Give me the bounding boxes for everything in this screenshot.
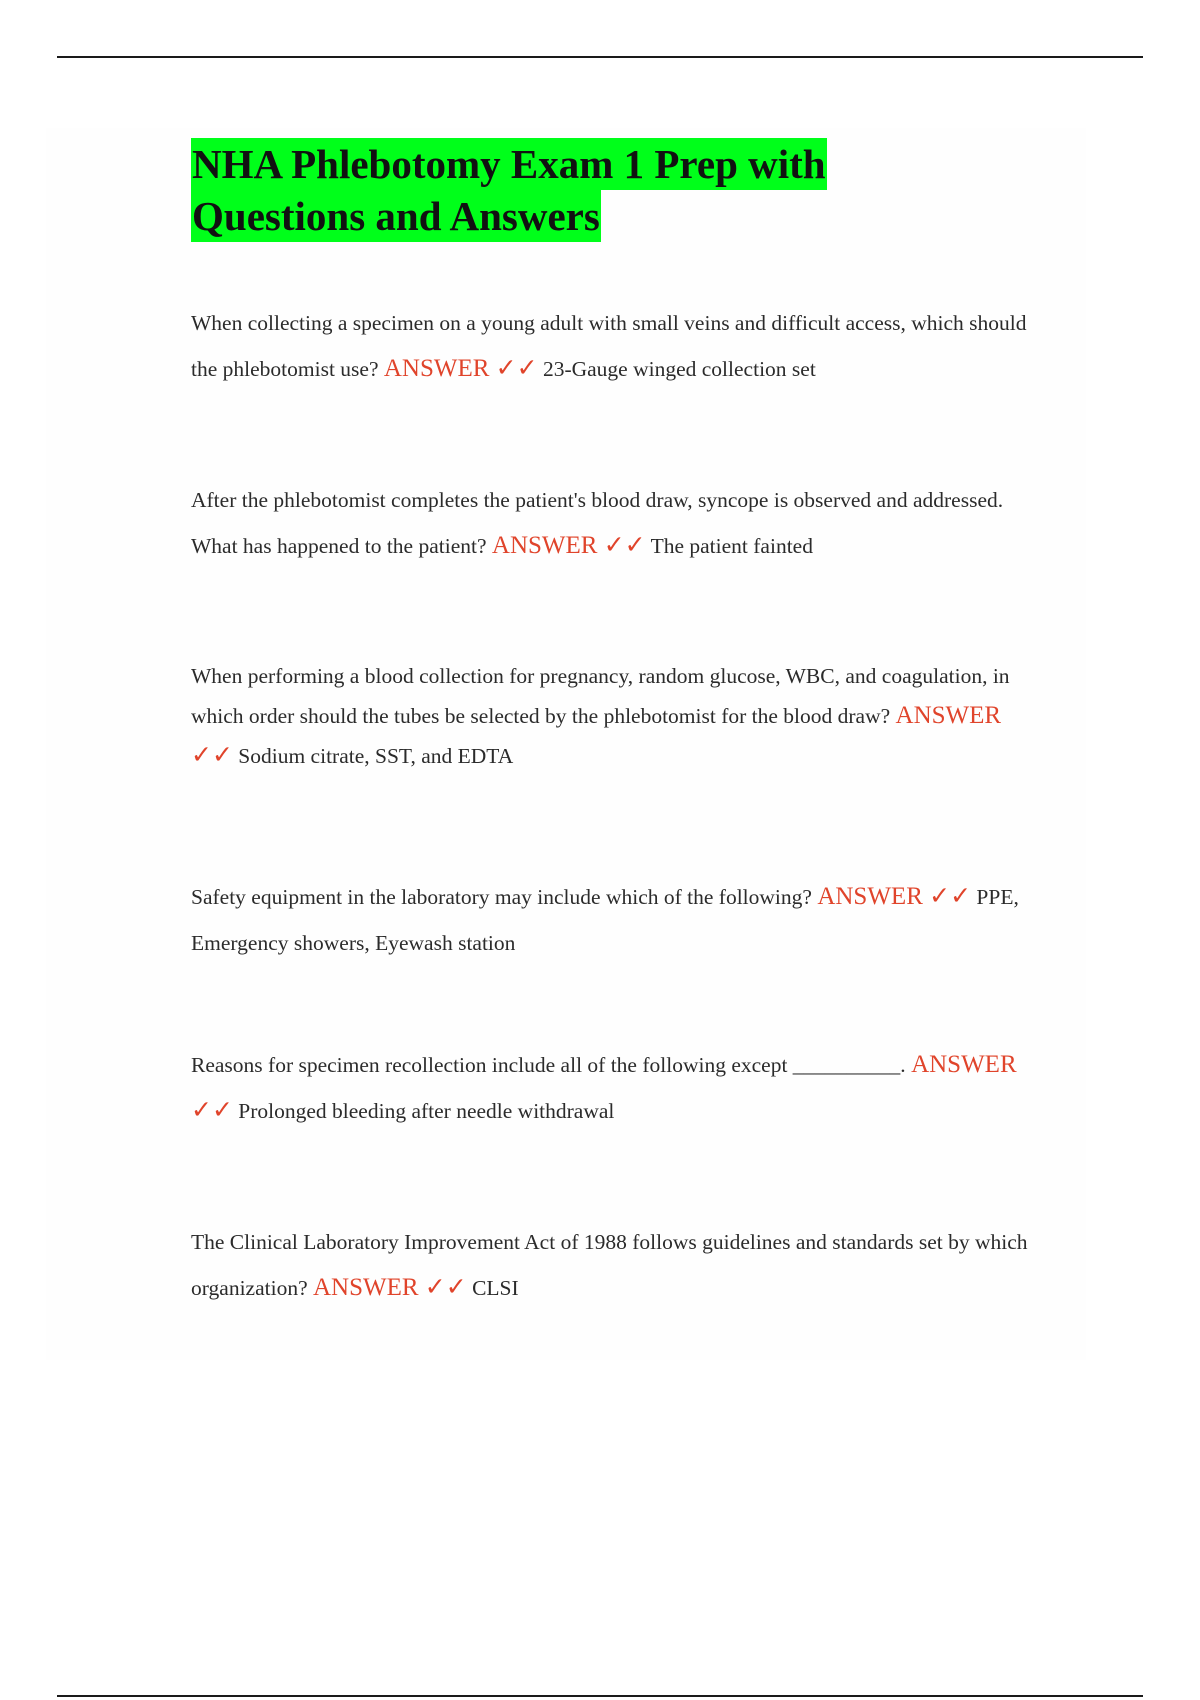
question-text: Reasons for specimen recollection include all of the following except __________. <box>191 1053 906 1077</box>
answer-label: ANSWER ✓✓ <box>817 883 972 910</box>
qa-item-3 <box>191 656 1041 776</box>
answer-text: PPE, Emergency showers, Eyewash station <box>191 885 1019 955</box>
answer-text: 23-Gauge winged collection set <box>542 357 816 381</box>
qa-item-2 <box>191 477 1041 569</box>
answer-text: Prolonged bleeding after needle withdrawal <box>238 1099 615 1123</box>
answer-label: ANSWER ✓✓ <box>191 702 1002 769</box>
document-title <box>191 138 951 242</box>
title-line-2: Questions and Answers <box>191 190 601 242</box>
question-text: When performing a blood collection for pregnancy, random glucose, WBC, and coagulation, in which order should the tubes be selected by the phlebotomist for the blood draw? <box>191 664 1010 728</box>
question-text: When collecting a specimen on a young adult with small veins and difficult access, which should the phlebotomist use? <box>191 311 1027 381</box>
answer-label: ANSWER ✓✓ <box>491 532 646 559</box>
answer-text: CLSI <box>472 1276 519 1300</box>
answer-label: ANSWER ✓✓ <box>313 1274 467 1301</box>
qa-item-4 <box>191 874 1041 966</box>
question-text: Safety equipment in the laboratory may include which of the following? <box>191 885 812 909</box>
answer-text: The patient fainted <box>650 534 813 558</box>
qa-item-1 <box>191 300 1041 392</box>
qa-item-5 <box>191 1042 1041 1134</box>
title-line-1: NHA Phlebotomy Exam 1 Prep with <box>191 138 827 190</box>
question-text: The Clinical Laboratory Improvement Act of 1988 follows guidelines and standards set by which organization? <box>191 1230 1028 1300</box>
answer-label: ANSWER ✓✓ <box>191 1051 1017 1124</box>
answer-text: Sodium citrate, SST, and EDTA <box>238 744 514 768</box>
qa-item-6 <box>191 1219 1041 1311</box>
bottom-divider <box>57 1695 1143 1697</box>
answer-label: ANSWER ✓✓ <box>383 355 538 382</box>
top-divider <box>57 56 1143 58</box>
question-text: After the phlebotomist completes the patient's blood draw, syncope is observed and addressed. What has happened to the patient? <box>191 488 1004 558</box>
